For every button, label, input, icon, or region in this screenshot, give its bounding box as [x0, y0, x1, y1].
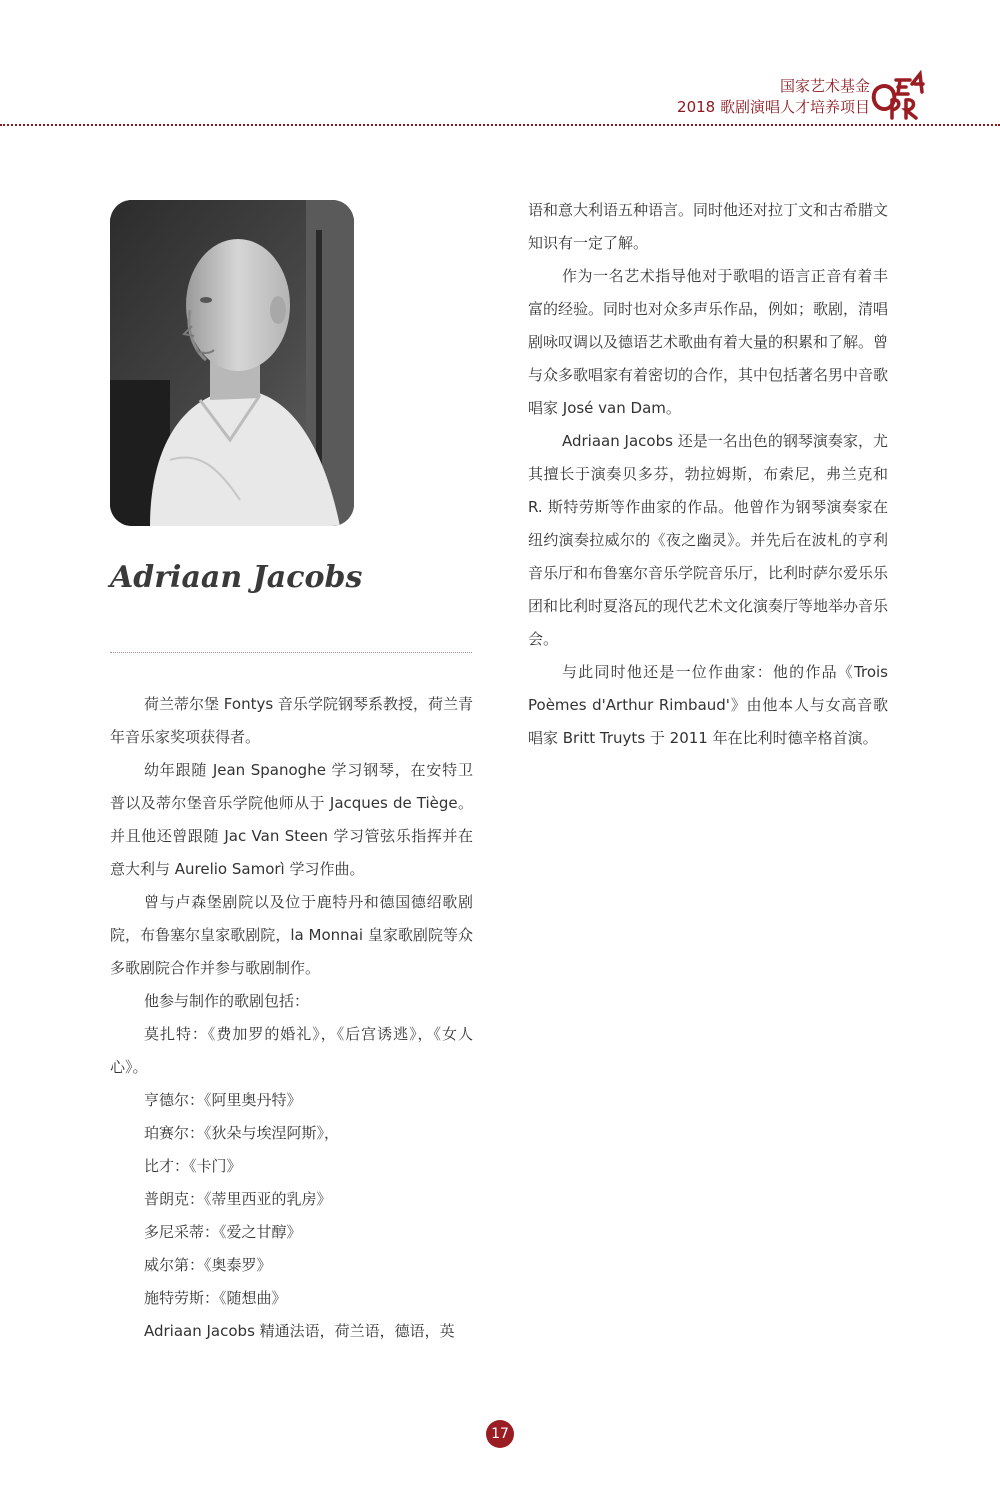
- header-divider: [0, 124, 1000, 126]
- bio-paragraph: 语和意大利语五种语言。同时他还对拉丁文和古希腊文知识有一定了解。: [528, 201, 889, 252]
- opera-list-item: 莫扎特：《费加罗的婚礼》，《后宫诱逃》，《女人心》。: [110, 1025, 473, 1076]
- portrait-illustration: [110, 200, 354, 526]
- header-line-1: 国家艺术基金: [779, 77, 870, 95]
- bio-paragraph: 他参与制作的歌剧包括：: [144, 992, 310, 1010]
- bio-paragraph: 与此同时他还是一位作曲家：他的作品《Trois Poèmes d'Arthur Rimbaud'》由他本人与女高音歌唱家 Britt Truyts 于 2011 年在比利时德辛格首演。: [528, 663, 888, 747]
- bio-paragraph: 荷兰蒂尔堡 Fontys 音乐学院钢琴系教授，荷兰青年音乐家奖项获得者。: [110, 695, 473, 746]
- bio-paragraph: 作为一名艺术指导他对于歌唱的语言正音有着丰富的经验。同时也对众多声乐作品，例如；歌剧，清唱剧咏叹调以及德语艺术歌曲有着大量的积累和了解。曾与众多歌唱家有着密切的合作，其中包括著名男中音歌唱家 José van Dam。: [528, 267, 889, 417]
- bio-paragraph: Adriaan Jacobs 精通法语，荷兰语，德语，英: [144, 1322, 455, 1340]
- opera-list-item: 亨德尔：《阿里奥丹特》: [144, 1091, 302, 1109]
- name-divider: [110, 652, 472, 653]
- opera-list-item: 多尼采蒂：《爱之甘醇》: [144, 1223, 302, 1241]
- opera-list-item: 珀赛尔：《狄朵与埃涅阿斯》，: [144, 1124, 340, 1142]
- bio-paragraph: 幼年跟随 Jean Spanoghe 学习钢琴，在安特卫普以及蒂尔堡音乐学院他师从于 Jacques de Tiège。并且他还曾跟随 Jac Van Steen 学习管弦乐指挥并在意大利与 Aurelio Samorì 学习作曲。: [110, 761, 473, 878]
- header-title: [570, 76, 870, 118]
- page-number: 17: [486, 1420, 514, 1448]
- opera-list-item: 比才：《卡门》: [144, 1157, 242, 1175]
- left-column: [110, 688, 473, 1348]
- opera-list-item: 普朗克：《蒂里西亚的乳房》: [144, 1190, 332, 1208]
- right-column: [528, 194, 888, 755]
- portrait-photo: [110, 200, 354, 526]
- person-name: Adriaan Jacobs: [110, 560, 363, 595]
- bio-paragraph: Adriaan Jacobs 还是一名出色的钢琴演奏家，尤其擅长于演奏贝多芬，勃拉姆斯，布索尼，弗兰克和 R. 斯特劳斯等作曲家的作品。他曾作为钢琴演奏家在纽约演奏拉威尔的《夜之幽灵》。并先后在波札的亨利音乐厅和布鲁塞尔音乐学院音乐厅，比利时萨尔爱乐乐团和比利时夏洛瓦的现代艺术文化演奏厅等地举办音乐会。: [528, 432, 889, 648]
- bio-paragraph: 曾与卢森堡剧院以及位于鹿特丹和德国德绍歌剧院，布鲁塞尔皇家歌剧院，la Monnai 皇家歌剧院等众多歌剧院合作并参与歌剧制作。: [110, 893, 473, 977]
- opera-list-item: 威尔第：《奥泰罗》: [144, 1256, 272, 1274]
- opera-list-item: 施特劳斯：《随想曲》: [144, 1289, 287, 1307]
- opera-logo: [870, 70, 930, 122]
- header-line-2: 2018 歌剧演唱人才培养项目: [677, 98, 870, 116]
